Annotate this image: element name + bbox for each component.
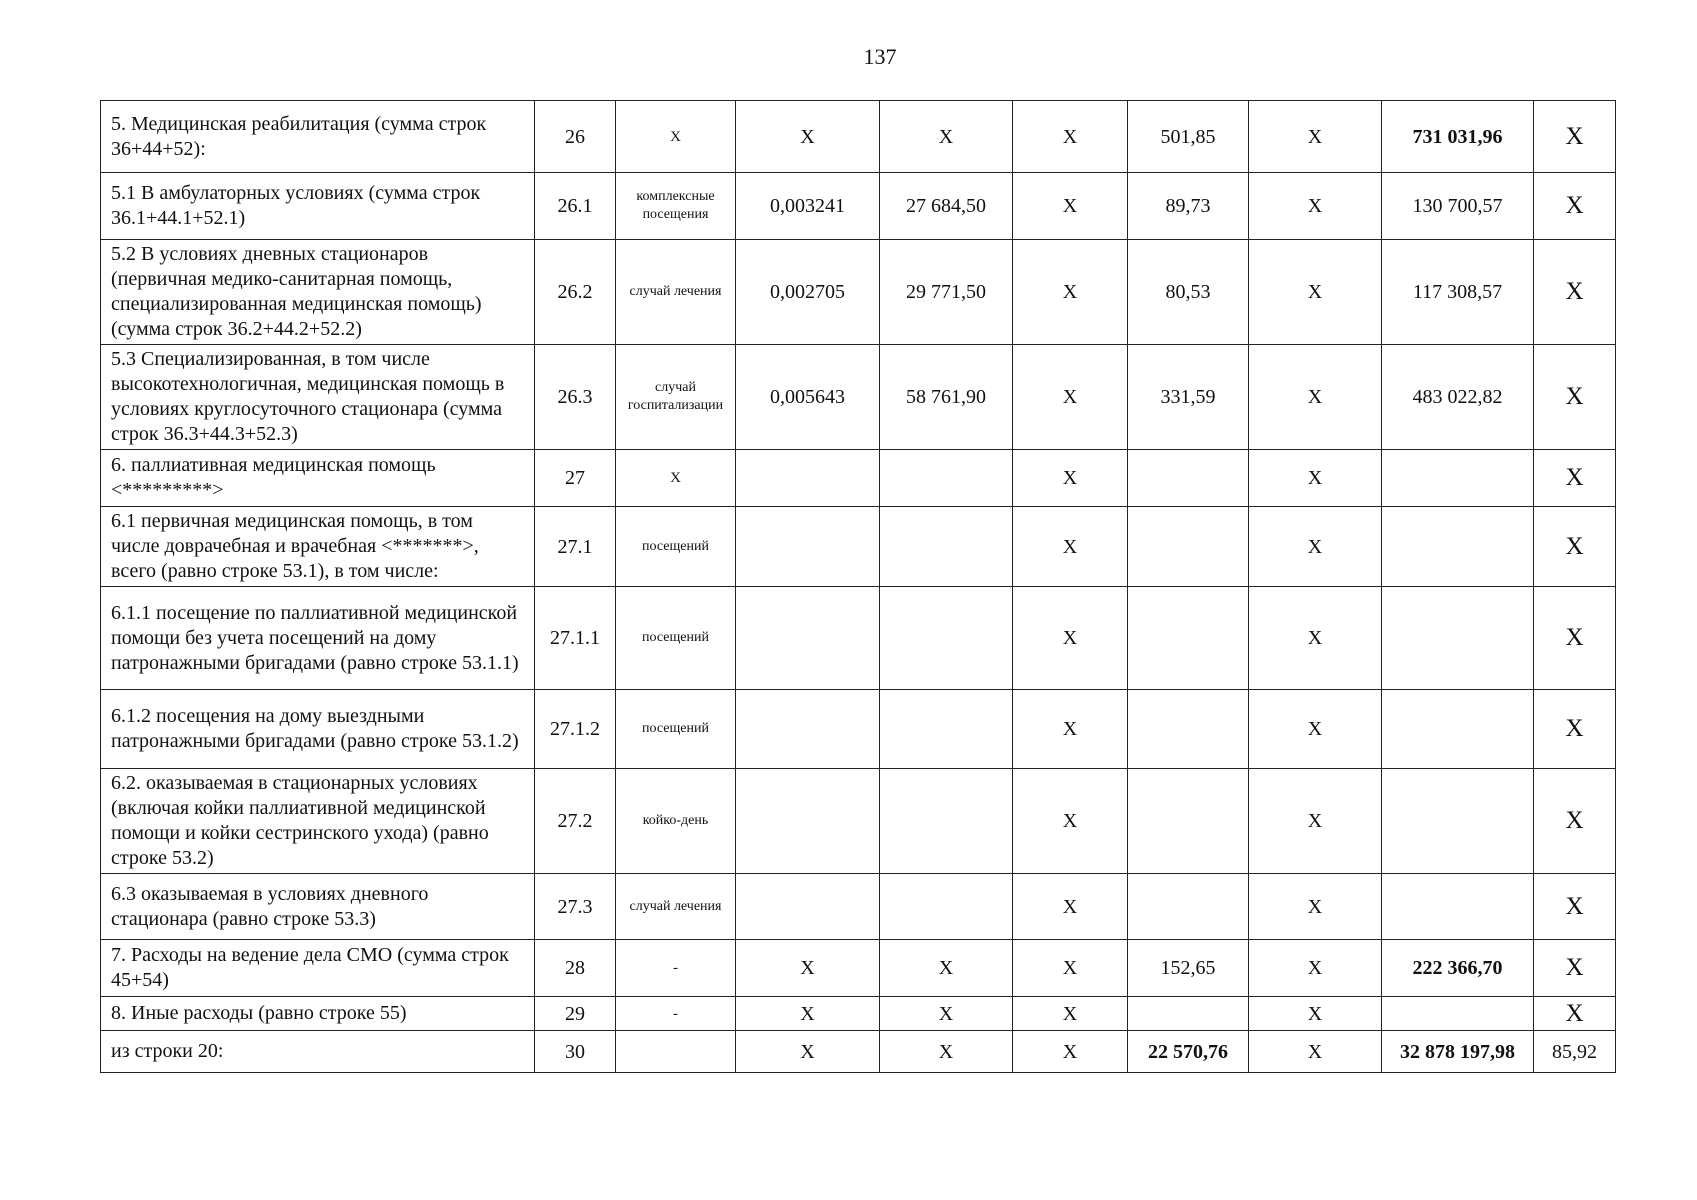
budget-total-cell: X bbox=[1249, 769, 1382, 874]
budget-total-cell: X bbox=[1249, 345, 1382, 450]
row-number: 27.2 bbox=[535, 769, 616, 874]
oms-per-capita-cell: 89,73 bbox=[1128, 173, 1249, 240]
unit-cell: X bbox=[616, 101, 736, 173]
budget-per-capita-cell: X bbox=[1013, 173, 1128, 240]
oms-per-capita-cell bbox=[1128, 450, 1249, 507]
budget-total-cell: X bbox=[1249, 1031, 1382, 1073]
row-name: 5.2 В условиях дневных стационаров (первичная медико-санитарная помощь, специализированная медицинская помощь) (сумма строк 36.2+44.2+52.2) bbox=[101, 240, 535, 345]
percent-cell: X bbox=[1534, 240, 1616, 345]
budget-total-cell: X bbox=[1249, 173, 1382, 240]
budget-per-capita-cell: X bbox=[1013, 587, 1128, 690]
oms-per-capita-cell bbox=[1128, 769, 1249, 874]
budget-total-cell: X bbox=[1249, 997, 1382, 1031]
row-name: 5.1 В амбулаторных условиях (сумма строк 36.1+44.1+52.1) bbox=[101, 173, 535, 240]
row-name: из строки 20: bbox=[101, 1031, 535, 1073]
oms-total-cell bbox=[1382, 450, 1534, 507]
percent-cell: X bbox=[1534, 507, 1616, 587]
oms-per-capita-cell: 331,59 bbox=[1128, 345, 1249, 450]
volume-cell: 0,002705 bbox=[736, 240, 880, 345]
budget-total-cell: X bbox=[1249, 507, 1382, 587]
budget-total-cell: X bbox=[1249, 874, 1382, 940]
budget-total-cell: X bbox=[1249, 690, 1382, 769]
volume-cell bbox=[736, 507, 880, 587]
page-number: 137 bbox=[863, 44, 897, 69]
budget-per-capita-cell: X bbox=[1013, 101, 1128, 173]
budget-per-capita-cell: X bbox=[1013, 1031, 1128, 1073]
percent-cell: X bbox=[1534, 587, 1616, 690]
oms-per-capita-cell: 22 570,76 bbox=[1128, 1031, 1249, 1073]
table-row bbox=[101, 507, 1616, 587]
percent-cell: X bbox=[1534, 173, 1616, 240]
cost-cell: X bbox=[880, 1031, 1013, 1073]
cost-cell: X bbox=[880, 997, 1013, 1031]
volume-cell: X bbox=[736, 101, 880, 173]
oms-total-cell: 483 022,82 bbox=[1382, 345, 1534, 450]
unit-cell: - bbox=[616, 997, 736, 1031]
oms-per-capita-cell: 152,65 bbox=[1128, 940, 1249, 997]
cost-cell: X bbox=[880, 101, 1013, 173]
unit-cell bbox=[616, 1031, 736, 1073]
unit-cell: - bbox=[616, 940, 736, 997]
row-number: 26.3 bbox=[535, 345, 616, 450]
oms-total-cell: 32 878 197,98 bbox=[1382, 1031, 1534, 1073]
row-name: 5. Медицинская реабилитация (сумма строк 36+44+52): bbox=[101, 101, 535, 173]
percent-cell: 85,92 bbox=[1534, 1031, 1616, 1073]
budget-per-capita-cell: X bbox=[1013, 345, 1128, 450]
row-name: 6.1 первичная медицинская помощь, в том числе доврачебная и врачебная <*******>, всего (равно строке 53.1), в том числе: bbox=[101, 507, 535, 587]
oms-total-cell bbox=[1382, 997, 1534, 1031]
cost-cell bbox=[880, 587, 1013, 690]
row-number: 27 bbox=[535, 450, 616, 507]
percent-cell: X bbox=[1534, 345, 1616, 450]
unit-cell: случай лечения bbox=[616, 874, 736, 940]
cost-cell bbox=[880, 450, 1013, 507]
table-row bbox=[101, 874, 1616, 940]
oms-per-capita-cell bbox=[1128, 874, 1249, 940]
volume-cell bbox=[736, 769, 880, 874]
row-number: 29 bbox=[535, 997, 616, 1031]
volume-cell: X bbox=[736, 997, 880, 1031]
budget-per-capita-cell: X bbox=[1013, 507, 1128, 587]
row-number: 27.1.1 bbox=[535, 587, 616, 690]
row-name: 6.1.1 посещение по паллиативной медицинской помощи без учета посещений на дому патронажными бригадами (равно строке 53.1.1) bbox=[101, 587, 535, 690]
unit-cell: посещений bbox=[616, 507, 736, 587]
table-row bbox=[101, 345, 1616, 450]
volume-cell bbox=[736, 450, 880, 507]
row-number: 28 bbox=[535, 940, 616, 997]
budget-per-capita-cell: X bbox=[1013, 240, 1128, 345]
percent-cell: X bbox=[1534, 690, 1616, 769]
cost-cell: X bbox=[880, 940, 1013, 997]
row-name: 6.1.2 посещения на дому выездными патронажными бригадами (равно строке 53.1.2) bbox=[101, 690, 535, 769]
percent-cell: X bbox=[1534, 997, 1616, 1031]
cost-cell bbox=[880, 690, 1013, 769]
table-row bbox=[101, 997, 1616, 1031]
oms-per-capita-cell bbox=[1128, 690, 1249, 769]
oms-per-capita-cell: 80,53 bbox=[1128, 240, 1249, 345]
row-name: 6.3 оказываемая в условиях дневного стационара (равно строке 53.3) bbox=[101, 874, 535, 940]
unit-cell: посещений bbox=[616, 587, 736, 690]
volume-cell bbox=[736, 690, 880, 769]
unit-cell: посещений bbox=[616, 690, 736, 769]
table-row bbox=[101, 690, 1616, 769]
percent-cell: X bbox=[1534, 940, 1616, 997]
oms-total-cell bbox=[1382, 587, 1534, 690]
volume-cell: X bbox=[736, 940, 880, 997]
percent-cell: X bbox=[1534, 874, 1616, 940]
table-row bbox=[101, 1031, 1616, 1073]
budget-total-cell: X bbox=[1249, 240, 1382, 345]
budget-total-cell: X bbox=[1249, 940, 1382, 997]
oms-total-cell bbox=[1382, 874, 1534, 940]
table-row bbox=[101, 769, 1616, 874]
row-number: 27.3 bbox=[535, 874, 616, 940]
volume-cell: 0,003241 bbox=[736, 173, 880, 240]
oms-per-capita-cell bbox=[1128, 587, 1249, 690]
volume-cell: X bbox=[736, 1031, 880, 1073]
oms-total-cell bbox=[1382, 769, 1534, 874]
oms-total-cell: 731 031,96 bbox=[1382, 101, 1534, 173]
cost-cell bbox=[880, 507, 1013, 587]
row-number: 30 bbox=[535, 1031, 616, 1073]
row-number: 27.1 bbox=[535, 507, 616, 587]
oms-total-cell: 130 700,57 bbox=[1382, 173, 1534, 240]
table-row bbox=[101, 173, 1616, 240]
budget-per-capita-cell: X bbox=[1013, 769, 1128, 874]
budget-total-cell: X bbox=[1249, 587, 1382, 690]
volume-cell bbox=[736, 874, 880, 940]
financing-table bbox=[100, 100, 1616, 1073]
table-row bbox=[101, 940, 1616, 997]
oms-total-cell: 117 308,57 bbox=[1382, 240, 1534, 345]
unit-cell: случай лечения bbox=[616, 240, 736, 345]
volume-cell: 0,005643 bbox=[736, 345, 880, 450]
oms-total-cell bbox=[1382, 690, 1534, 769]
table-row bbox=[101, 101, 1616, 173]
table-row bbox=[101, 450, 1616, 507]
oms-total-cell bbox=[1382, 507, 1534, 587]
budget-per-capita-cell: X bbox=[1013, 940, 1128, 997]
cost-cell bbox=[880, 874, 1013, 940]
unit-cell: койко-день bbox=[616, 769, 736, 874]
oms-per-capita-cell bbox=[1128, 997, 1249, 1031]
table-row bbox=[101, 240, 1616, 345]
percent-cell: X bbox=[1534, 450, 1616, 507]
table-row bbox=[101, 587, 1616, 690]
row-name: 6. паллиативная медицинская помощь <*********> bbox=[101, 450, 535, 507]
oms-per-capita-cell: 501,85 bbox=[1128, 101, 1249, 173]
budget-per-capita-cell: X bbox=[1013, 874, 1128, 940]
cost-cell: 29 771,50 bbox=[880, 240, 1013, 345]
cost-cell: 27 684,50 bbox=[880, 173, 1013, 240]
row-name: 5.3 Специализированная, в том числе высокотехнологичная, медицинская помощь в условиях круглосуточного стационара (сумма строк 36.3+44.3+52.3) bbox=[101, 345, 535, 450]
row-number: 27.1.2 bbox=[535, 690, 616, 769]
unit-cell: X bbox=[616, 450, 736, 507]
row-number: 26.2 bbox=[535, 240, 616, 345]
row-number: 26.1 bbox=[535, 173, 616, 240]
budget-per-capita-cell: X bbox=[1013, 690, 1128, 769]
budget-total-cell: X bbox=[1249, 101, 1382, 173]
oms-per-capita-cell bbox=[1128, 507, 1249, 587]
oms-total-cell: 222 366,70 bbox=[1382, 940, 1534, 997]
percent-cell: X bbox=[1534, 101, 1616, 173]
row-name: 7. Расходы на ведение дела СМО (сумма строк 45+54) bbox=[101, 940, 535, 997]
cost-cell: 58 761,90 bbox=[880, 345, 1013, 450]
row-number: 26 bbox=[535, 101, 616, 173]
unit-cell: комплексные посещения bbox=[616, 173, 736, 240]
row-name: 8. Иные расходы (равно строке 55) bbox=[101, 997, 535, 1031]
volume-cell bbox=[736, 587, 880, 690]
row-name: 6.2. оказываемая в стационарных условиях (включая койки паллиативной медицинской помощи и койки сестринского ухода) (равно строке 53.2) bbox=[101, 769, 535, 874]
budget-per-capita-cell: X bbox=[1013, 997, 1128, 1031]
unit-cell: случай госпитализации bbox=[616, 345, 736, 450]
budget-per-capita-cell: X bbox=[1013, 450, 1128, 507]
budget-total-cell: X bbox=[1249, 450, 1382, 507]
percent-cell: X bbox=[1534, 769, 1616, 874]
cost-cell bbox=[880, 769, 1013, 874]
